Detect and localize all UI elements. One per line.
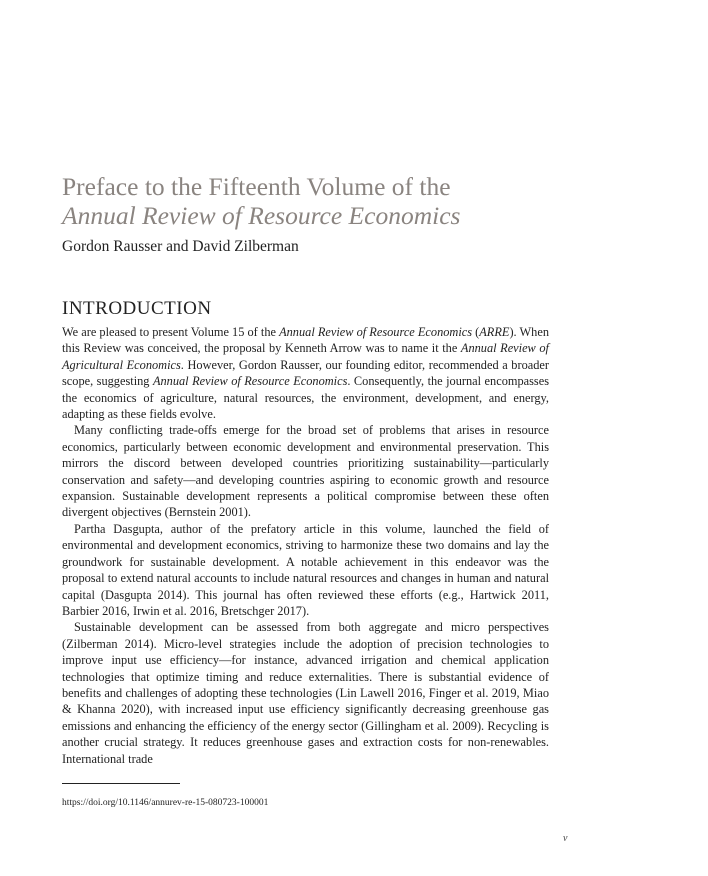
section-heading-introduction: INTRODUCTION [62, 298, 212, 319]
italic-text-run: ARRE [479, 325, 510, 339]
footnote-divider [62, 783, 180, 784]
italic-text-run: Annual Review of Resource Economics [152, 374, 348, 389]
article-title [62, 172, 549, 230]
article-authors: Gordon Rausser and David Zilberman [62, 238, 299, 255]
page-number: v [563, 833, 568, 844]
paragraph [62, 422, 549, 520]
document-page [62, 0, 549, 876]
text-run: . Consequently, the journal encompasses the economics of agriculture, natural resources, the environment, development, and energy, adapting as these fields evolve. [62, 374, 550, 422]
text-run: We are pleased to present Volume 15 of the [62, 325, 280, 339]
text-run: Partha Dasgupta, author of the prefatory article in this volume, launched the field of environmental and development economics, striving to harmonize these two domains and lay the groundwork for sustainable development. A notable achievement in this endeavor was the proposal to extend natural accounts to include natural resources and changes in human and natural capital (Dasgupta 2014). This journal has often reviewed these efforts (e.g., Hartwick 2011, Barbier 2016, Irwin et al. 2016, Bretschger 2017). [62, 521, 549, 618]
title-line-2-journal-name: Annual Review of Resource Economics [62, 201, 461, 230]
paragraph [62, 521, 549, 619]
paragraph [62, 324, 549, 422]
text-run: Many conflicting trade-offs emerge for the broad set of problems that arises in resource economics, particularly between economic development and environmental preservation. This mirrors the discord between developed countries prioritizing sustainability—particularly conservation and safety—and developing countries aspiring to economic growth and resource expansion. Sustainable development represents a political compromise between these often divergent objectives (Bernstein 2001). [62, 423, 549, 520]
text-run: Sustainable development can be assessed from both aggregate and micro perspectives (Zilberman 2014). Micro-level strategies include the adoption of precision technologies to improve input use efficiency—for instance, advanced irrigation and chemical application technologies that optimize timing and reduce externalities. There is substantial evidence of benefits and challenges of adopting these technologies (Lin Lawell 2016, Finger et al. 2019, Miao & Khanna 2020), with increased input use efficiency significantly decreasing greenhouse gas emissions and enhancing the efficiency of the energy sector (Gillingham et al. 2009). Recycling is another crucial strategy. It reduces greenhouse gases and extraction costs for non-renewables. International trade [62, 620, 549, 766]
title-line-1: Preface to the Fifteenth Volume of the [62, 172, 451, 201]
text-run: ). When this Review was conceived, the proposal by Kenneth Arrow was to name it the [62, 325, 549, 356]
italic-text-run: Annual Review of Agricultural Economics [62, 341, 549, 372]
text-run: . However, Gordon Rausser, our founding editor, recommended a broader scope, suggesting [62, 357, 549, 389]
doi-footnote: https://doi.org/10.1146/annurev-re-15-080723-100001 [62, 798, 269, 808]
paragraph [62, 619, 549, 767]
text-run: ( [472, 325, 480, 339]
italic-text-run: Annual Review of Resource Economics [279, 325, 473, 339]
body-text [62, 324, 549, 767]
